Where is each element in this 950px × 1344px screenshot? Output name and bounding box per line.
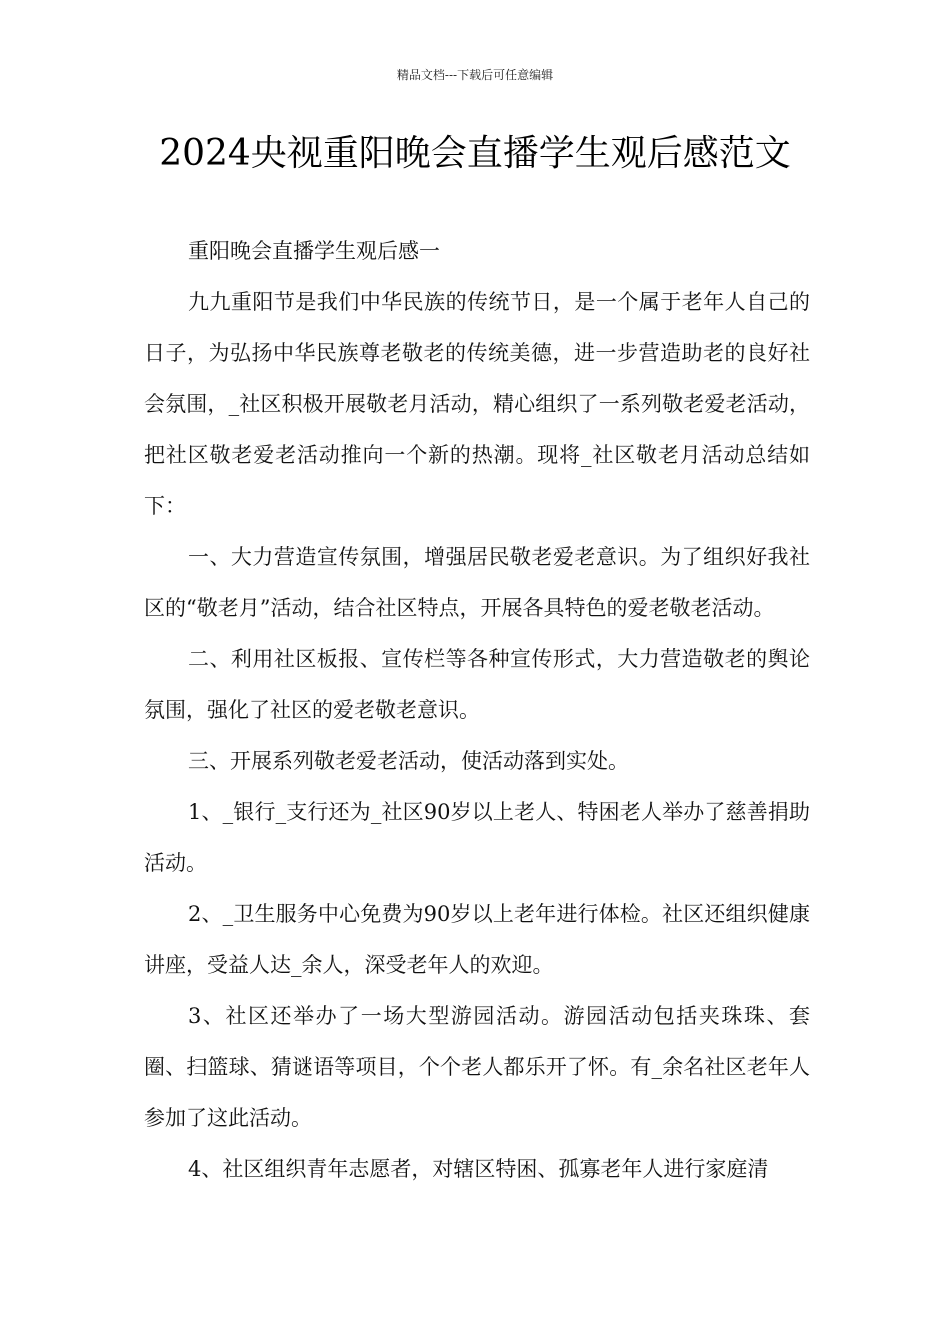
paragraph-subtitle: 重阳晚会直播学生观后感一 [188,239,440,263]
paragraph-item-2: 2、_卫生服务中心免费为90岁以上老年进行体检。社区还组织健康讲座，受益人达_余人，深受老年人的欢迎。 [144,902,810,977]
page-header: 精品文档---下载后可任意编辑 [396,68,554,82]
document-title: 2024央视重阳晚会直播学生观后感范文 [159,133,791,174]
paragraph-item-4: 4、社区组织青年志愿者，对辖区特困、孤寡老年人进行家庭清 [188,1157,769,1181]
document-body [144,226,810,1195]
paragraph-intro: 九九重阳节是我们中华民族的传统节日，是一个属于老年人自己的日子，为弘扬中华民族尊老敬老的传统美德，进一步营造助老的良好社会氛围，_社区积极开展敬老月活动，精心组织了一系列敬老爱老活动，把社区敬老爱老活动推向一个新的热潮。现将_社区敬老月活动总结如下： [144,290,810,518]
paragraph-item-1: 1、_银行_支行还为_社区90岁以上老人、特困老人举办了慈善捐助活动。 [144,800,810,875]
paragraph-section-1: 一、大力营造宣传氛围，增强居民敬老爱老意识。为了组织好我社区的“敬老月”活动，结合社区特点，开展各具特色的爱老敬老活动。 [144,545,810,620]
paragraph-section-2: 二、利用社区板报、宣传栏等各种宣传形式，大力营造敬老的舆论氛围，强化了社区的爱老敬老意识。 [144,647,810,722]
paragraph-item-3: 3、社区还举办了一场大型游园活动。游园活动包括夹珠珠、套圈、扫篮球、猜谜语等项目，个个老人都乐开了怀。有_余名社区老年人参加了这此活动。 [144,1004,810,1130]
paragraph-section-3: 三、开展系列敬老爱老活动，使活动落到实处。 [188,749,629,773]
